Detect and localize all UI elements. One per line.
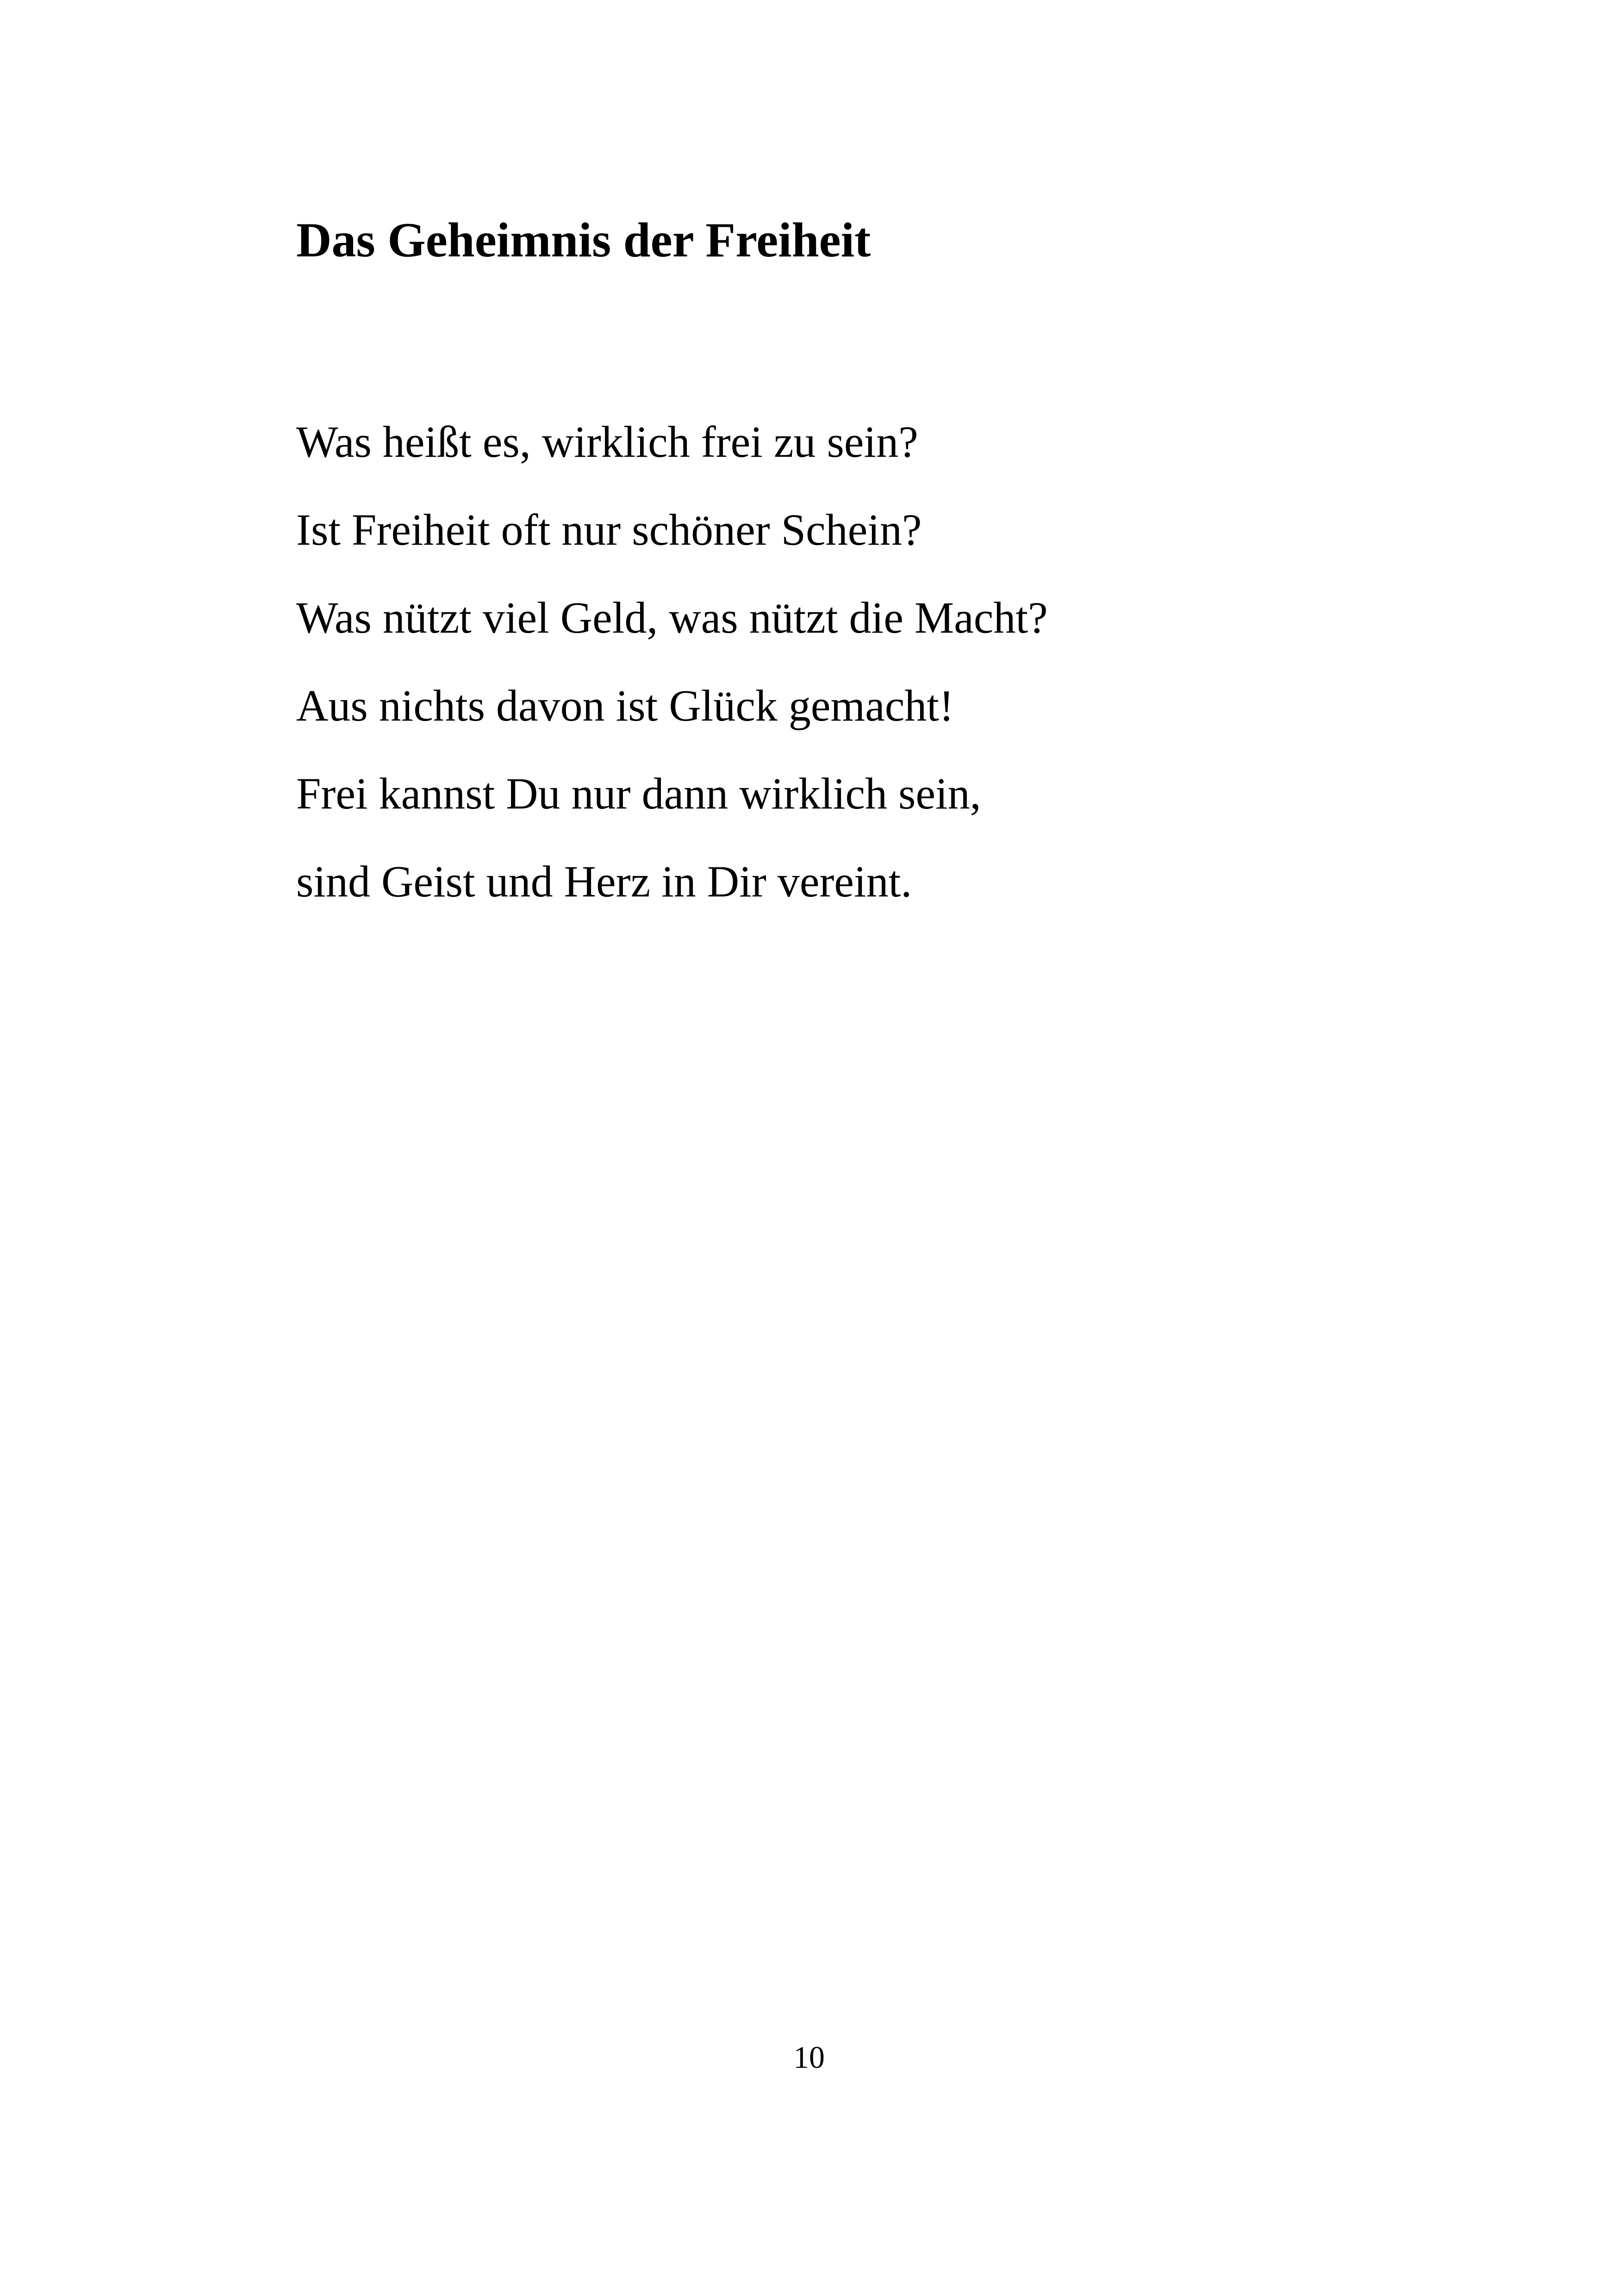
poem-line-4: Aus nichts davon ist Glück gemacht! — [296, 681, 954, 730]
page-number: 10 — [793, 2040, 825, 2075]
poem-line-2: Ist Freiheit oft nur schöner Schein? — [296, 505, 922, 554]
poem-line-3: Was nützt viel Geld, was nützt die Macht? — [296, 593, 1048, 642]
poem-line-5: Frei kannst Du nur dann wirklich sein, — [296, 769, 981, 818]
poem-title: Das Geheimnis der Freiheit — [296, 213, 871, 267]
poem-body — [296, 398, 1048, 926]
poem-line-1: Was heißt es, wirklich frei zu sein? — [296, 417, 918, 467]
poem-line-6: sind Geist und Herz in Dir vereint. — [296, 857, 912, 906]
